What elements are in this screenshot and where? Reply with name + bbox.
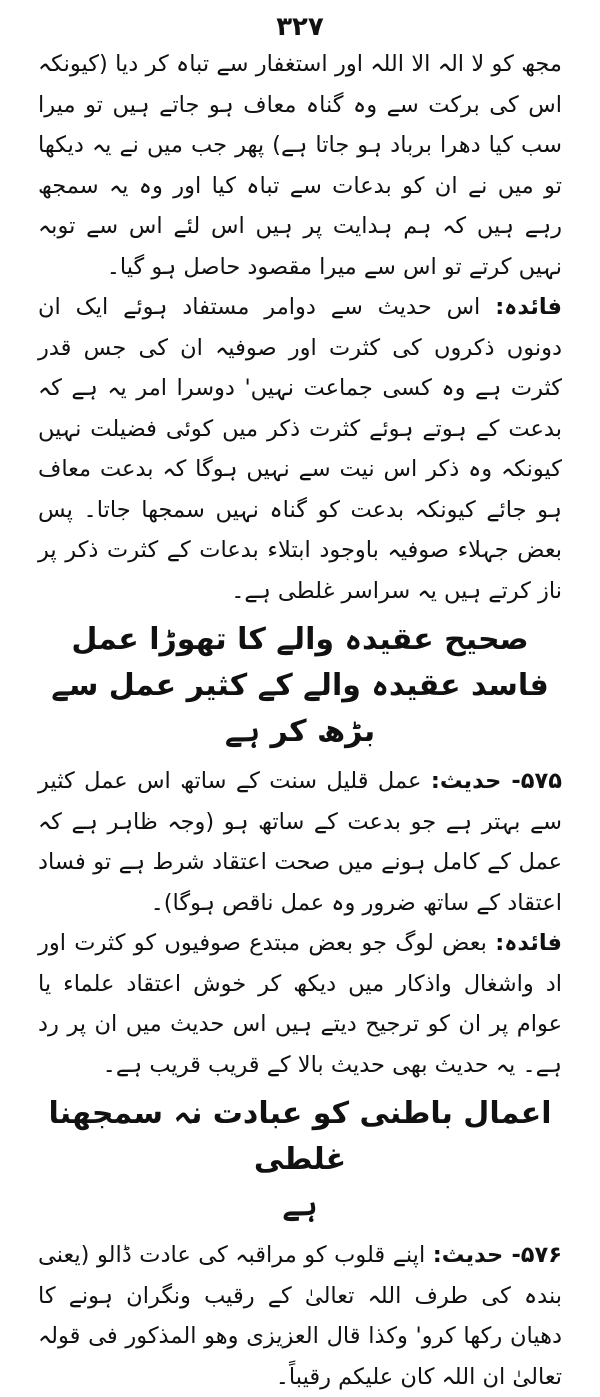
hadith-text: عمل قلیل سنت کے ساتھ اس عمل کثیر سے بہتر ہے جو بدعت کے ساتھ ہو (وجہ ظاہر ہے کہ عمل کے کامل ہونے میں صحت اعتقاد شرط ہے تو فساد اعتقاد کے ساتھ ضرور وہ عمل ناقص ہوگا)۔	[38, 768, 562, 916]
faida-label: فائدہ:	[495, 294, 562, 320]
section-heading-inner-deeds	[38, 1091, 562, 1229]
paragraph-faida-1	[38, 287, 562, 611]
paragraph-text	[38, 923, 562, 1085]
page-number: ۳۲۷	[276, 12, 324, 42]
paragraph-text: مجھ کو لا الہ الا اللہ اور استغفار سے تباہ کر دیا (کیونکہ اس کی برکت سے وہ گناہ معاف ہو جاتے ہیں تو میرا سب کیا دھرا برباد ہو جاتا ہے) پھر جب میں نے یہ دیکھا تو میں نے ان کو بدعات سے تباہ کیا اور وہ یہ سمجھ رہے ہیں کہ ہم ہدایت پر ہیں اس لئے اس سے توبہ نہیں کرتے تو اس سے میرا مقصود حاصل ہو گیا۔	[38, 51, 562, 280]
faida-text: اس حدیث سے دوامر مستفاد ہوئے ایک ان دونوں ذکروں کی کثرت اور صوفیہ ان کی جس قدر کثرت ہے وہ کسی جماعت نہیں' دوسرا امر یہ ہے کہ بدعت کے ہوتے ہوئے کثرت ذکر میں کوئی فضیلت نہیں کیونکہ وہ ذکر اس نیت سے نہیں ہوگا کہ بدعت معاف ہو جائے کیونکہ بدعت کو گناہ نہیں سمجھا جاتا۔ پس بعض جہلاء صوفیہ باوجود ابتلاء بدعات کے کثرت ذکر پر ناز کرتے ہیں یہ سراسر غلطی ہے۔	[38, 294, 562, 604]
hadith-label: ۵۷۶- حدیث:	[432, 1242, 562, 1268]
section-heading-correct-belief	[38, 617, 562, 755]
hadith-text: اپنے قلوب کو مراقبہ کی عادت ڈالو (یعنی بندہ کی طرف اللہ تعالیٰ کے رقیب ونگران ہونے کا دھیان رکھا کرو' وکذا قال العزیزی وھو المذکور فی قولہ تعالیٰ ان اللہ کان علیکم رقیباً۔	[38, 1242, 562, 1390]
heading-line-2: ہے	[282, 1188, 318, 1223]
faida-text: بعض لوگ جو بعض مبتدع صوفیوں کو کثرت اور اد واشغال واذکار میں دیکھ کر خوش اعتقاد علماء یا عوام پر ان کو ترجیح دیتے ہیں اس حدیث میں ان پر رد ہے۔ یہ حدیث بھی حدیث بالا کے قریب قریب ہے۔	[38, 930, 562, 1078]
heading-line-1: اعمال باطنی کو عبادت نہ سمجھنا غلطی	[48, 1096, 552, 1177]
paragraph-text	[38, 761, 562, 923]
paragraph-opening	[38, 44, 562, 287]
paragraph-hadith-575	[38, 761, 562, 923]
hadith-label: ۵۷۵- حدیث:	[430, 768, 562, 794]
heading-line-2: فاسد عقیدہ والے کے کثیر عمل سے بڑھ کر ہے	[51, 668, 549, 749]
faida-label: فائدہ:	[495, 930, 563, 956]
paragraph-text	[38, 287, 562, 611]
paragraph-text	[38, 1235, 562, 1397]
paragraph-hadith-576	[38, 1235, 562, 1397]
paragraph-faida-2	[38, 923, 562, 1085]
heading-line-1: صحیح عقیدہ والے کا تھوڑا عمل	[71, 622, 529, 657]
